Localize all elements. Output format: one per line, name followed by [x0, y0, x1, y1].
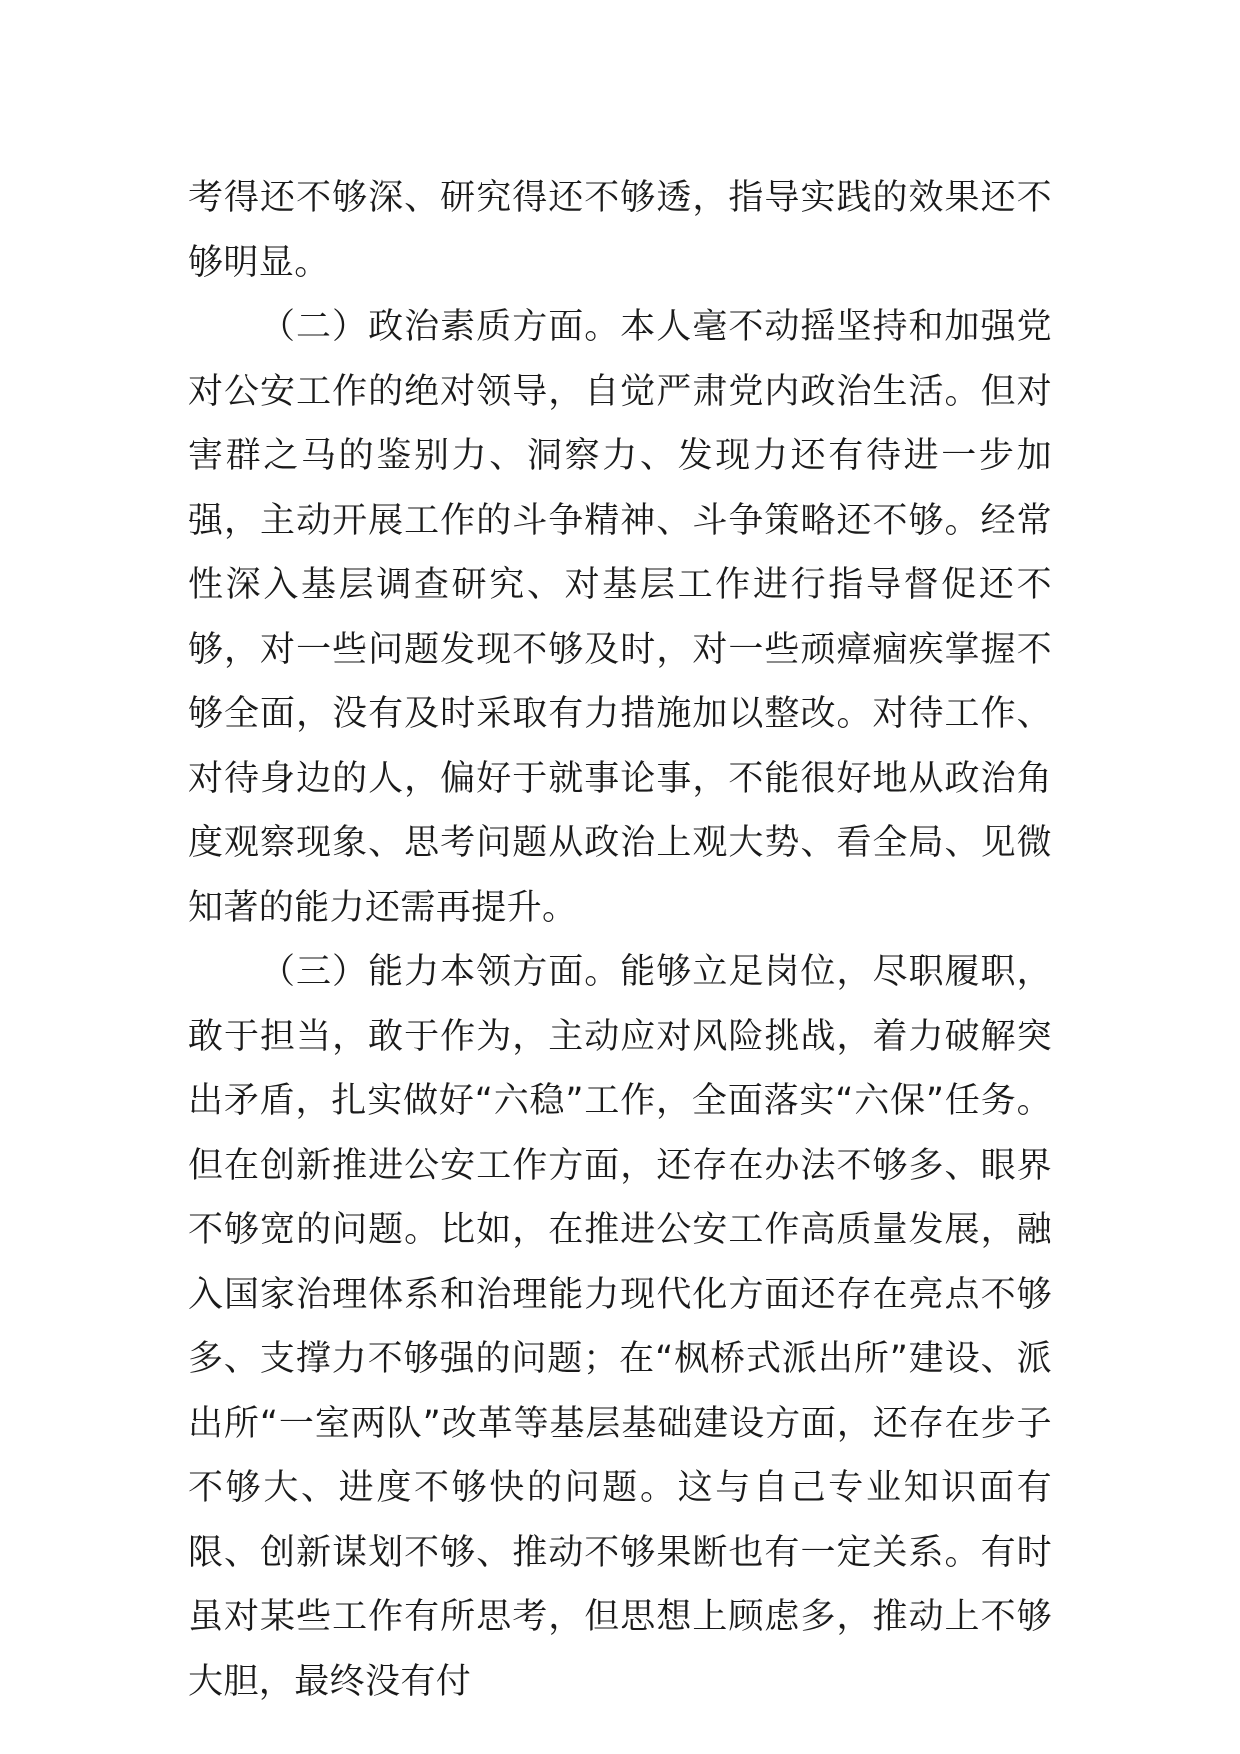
- document-body: [188, 166, 1052, 1714]
- paragraph-ability-skills: （三）能力本领方面。能够立足岗位，尽职履职，敢于担当，敢于作为，主动应对风险挑战，着力破解突出矛盾，扎实做好“六稳”工作，全面落实“六保”任务。但在创新推进公安工作方面，还存在办法不够多、眼界不够宽的问题。比如，在推进公安工作高质量发展，融入国家治理体系和治理能力现代化方面还存在亮点不够多、支撑力不够强的问题；在“枫桥式派出所”建设、派出所“一室两队”改革等基层基础建设方面，还存在步子不够大、进度不够快的问题。这与自己专业知识面有限、创新谋划不够、推动不够果断也有一定关系。有时虽对某些工作有所思考，但思想上顾虑多，推动上不够大胆，最终没有付: [188, 952, 1052, 1702]
- paragraph-continued: 考得还不够深、研究得还不够透，指导实践的效果还不够明显。: [188, 178, 1052, 283]
- paragraph-political-quality: （二）政治素质方面。本人毫不动摇坚持和加强党对公安工作的绝对领导，自觉严肃党内政治生活。但对害群之马的鉴别力、洞察力、发现力还有待进一步加强，主动开展工作的斗争精神、斗争策略还不够。经常性深入基层调查研究、对基层工作进行指导督促还不够，对一些问题发现不够及时，对一些顽瘴痼疾掌握不够全面，没有及时采取有力措施加以整改。对待工作、对待身边的人，偏好于就事论事，不能很好地从政治角度观察现象、思考问题从政治上观大势、看全局、见微知著的能力还需再提升。: [188, 307, 1052, 928]
